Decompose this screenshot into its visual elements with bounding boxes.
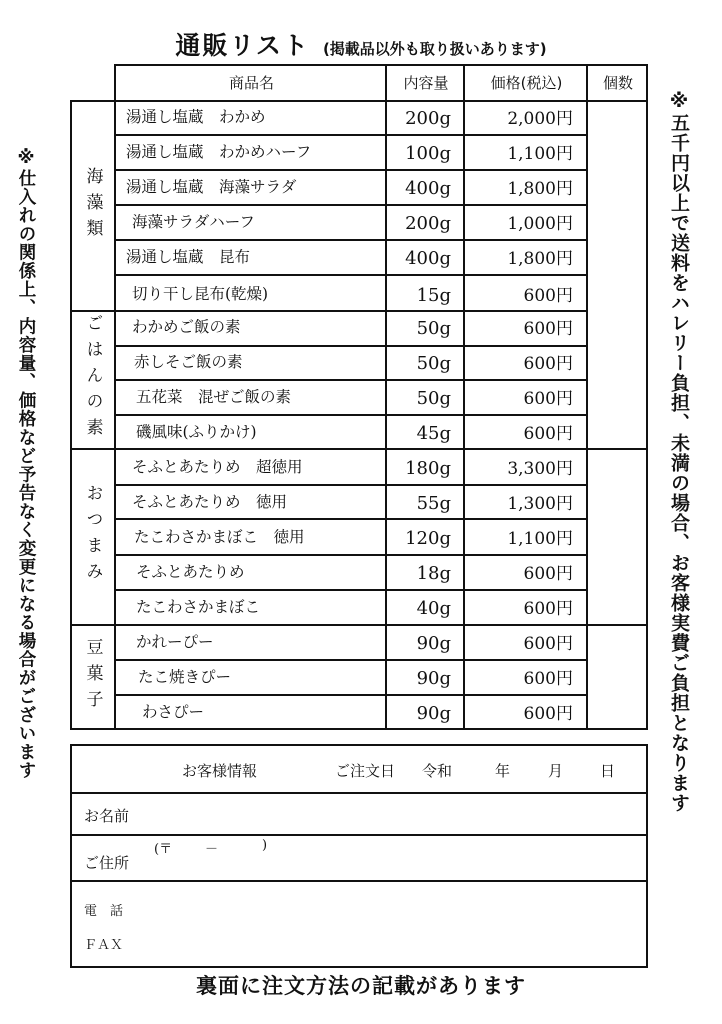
product-name: たこわさかまぼこ — [136, 598, 261, 616]
product-price: 1,100円 — [507, 529, 573, 549]
fax-field-label: ＦＡＸ — [84, 938, 124, 953]
customer-info-label: お客様情報 — [182, 762, 258, 780]
page-title: 通販リスト — [175, 31, 310, 60]
product-qty: 120g — [405, 528, 451, 549]
stock-change-note: ※仕入れの関係上、内容量、価格など予告なく変更になる場合がございます — [16, 148, 36, 780]
product-price: 600円 — [523, 389, 573, 409]
year-label: 年 — [495, 762, 511, 780]
product-name: そふとあたりめ — [136, 563, 245, 581]
product-price: 600円 — [523, 599, 573, 619]
product-price: 1,300円 — [507, 494, 573, 514]
address-field-label: ご住所 — [84, 854, 130, 872]
product-price: 600円 — [523, 669, 573, 689]
postal-open: (〒 — [154, 842, 173, 857]
product-name: そふとあたりめ 超徳用 — [132, 458, 303, 476]
product-qty: 90g — [416, 703, 451, 724]
page-header — [0, 26, 722, 62]
product-qty: 90g — [416, 668, 451, 689]
product-price: 600円 — [523, 286, 573, 306]
category-seaweed: 海藻類 — [82, 167, 103, 245]
postal-close: ) — [262, 838, 268, 853]
product-price: 1,000円 — [507, 214, 573, 234]
product-name: わさぴー — [142, 703, 205, 721]
product-name: 湯通し塩蔵 わかめハーフ — [126, 143, 312, 161]
header-count: 個数 — [602, 74, 633, 92]
product-name: かれーぴー — [136, 633, 214, 651]
product-qty: 45g — [416, 423, 451, 444]
divider — [586, 64, 588, 730]
divider — [72, 880, 646, 882]
product-name: 磯風味(ふりかけ) — [136, 423, 257, 441]
product-price: 600円 — [523, 564, 573, 584]
page-subtitle: (掲載品以外も取り扱いあります) — [322, 40, 547, 58]
header-quantity: 内容量 — [403, 74, 449, 92]
shipping-note: ※五千円以上で送料をハレリー負担、未満の場合、お客様実費ご負担となります — [668, 90, 690, 813]
product-name: 五花菜 混ぜご飯の素 — [136, 388, 292, 406]
name-field-label: お名前 — [84, 807, 130, 825]
product-name: 湯通し塩蔵 昆布 — [126, 248, 251, 266]
product-name: 湯通し塩蔵 海藻サラダ — [126, 178, 297, 196]
divider — [72, 834, 646, 836]
product-price: 600円 — [523, 634, 573, 654]
product-qty: 400g — [405, 178, 451, 199]
order-date-label: ご注文日 — [335, 762, 396, 780]
product-qty: 400g — [405, 248, 451, 269]
product-price: 1,100円 — [507, 144, 573, 164]
month-label: 月 — [548, 762, 564, 780]
product-qty: 90g — [416, 633, 451, 654]
product-price: 2,000円 — [507, 109, 573, 129]
product-qty: 200g — [405, 108, 451, 129]
footer-note: 裏面に注文方法の記載があります — [196, 974, 526, 998]
product-qty: 50g — [416, 353, 451, 374]
product-price: 3,300円 — [507, 459, 573, 479]
era-label: 令和 — [422, 762, 453, 780]
product-qty: 200g — [405, 213, 451, 234]
product-qty: 15g — [416, 285, 451, 306]
product-price: 600円 — [523, 354, 573, 374]
category-snacks: おつまみ — [82, 484, 103, 588]
product-qty: 18g — [416, 563, 451, 584]
product-name: わかめご飯の素 — [132, 318, 241, 336]
product-name: たこわさかまぼこ 徳用 — [134, 528, 305, 546]
product-name: 赤しそご飯の素 — [134, 353, 243, 371]
product-qty: 50g — [416, 318, 451, 339]
day-label: 日 — [600, 762, 616, 780]
product-name: 湯通し塩蔵 わかめ — [126, 108, 266, 126]
product-qty: 50g — [416, 388, 451, 409]
phone-field-label: 電 話 — [84, 904, 124, 919]
product-price: 600円 — [523, 424, 573, 444]
divider — [463, 64, 465, 730]
header-product-name: 商品名 — [228, 74, 274, 92]
header-price: 価格(税込) — [490, 74, 563, 92]
product-price: 1,800円 — [507, 249, 573, 269]
category-rice-mix: ごはんの素 — [82, 314, 103, 444]
product-name: 海藻サラダハーフ — [132, 213, 255, 231]
product-qty: 180g — [405, 458, 451, 479]
product-price: 600円 — [523, 704, 573, 724]
product-qty: 55g — [416, 493, 451, 514]
product-name: そふとあたりめ 徳用 — [132, 493, 288, 511]
postal-dash: － — [205, 842, 219, 857]
category-bean-snacks: 豆菓子 — [82, 638, 103, 716]
product-qty: 100g — [405, 143, 451, 164]
divider — [72, 792, 646, 794]
product-qty: 40g — [416, 598, 451, 619]
product-name: たこ焼きぴー — [138, 668, 232, 686]
product-price: 1,800円 — [507, 179, 573, 199]
product-name: 切り干し昆布(乾燥) — [132, 285, 269, 303]
product-price: 600円 — [523, 319, 573, 339]
